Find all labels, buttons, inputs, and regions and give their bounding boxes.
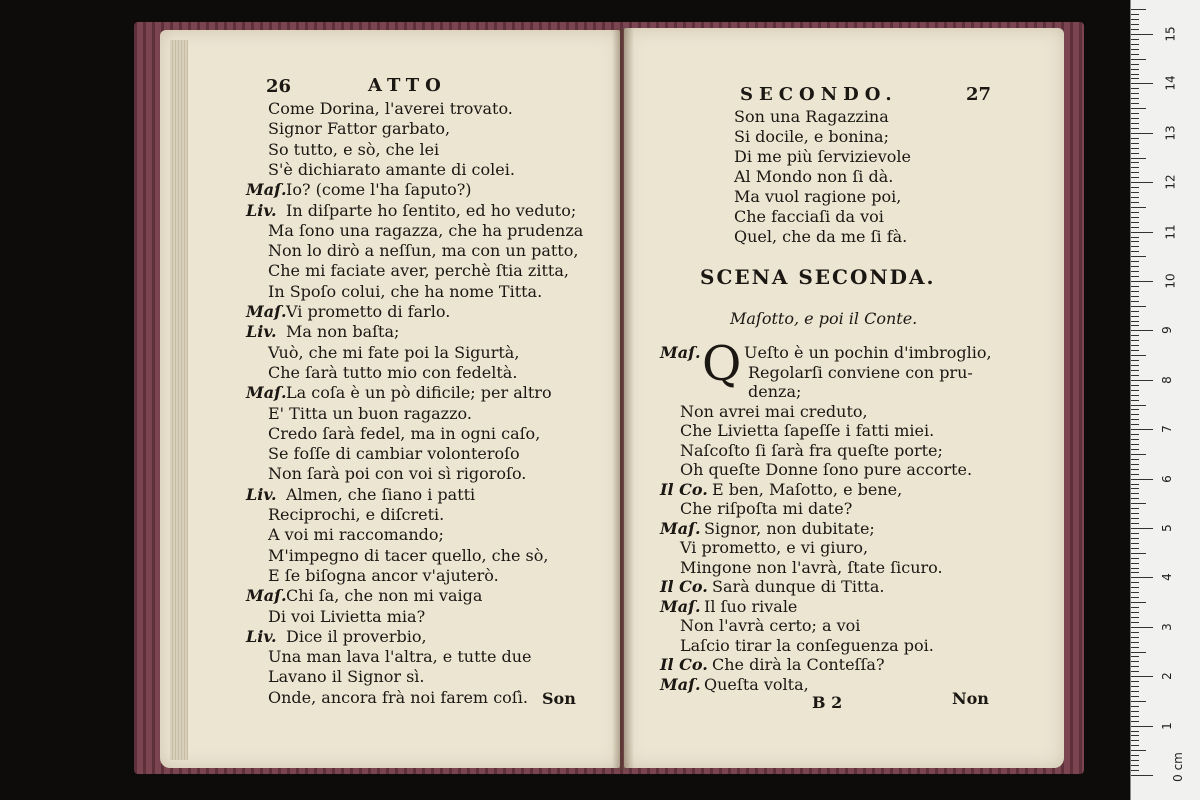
- ruler-tick: [1131, 647, 1139, 648]
- ruler-tick: [1131, 29, 1139, 30]
- ruler-tick: [1131, 222, 1139, 223]
- ruler-tick: [1131, 330, 1153, 331]
- ruler-tick: [1131, 726, 1153, 727]
- text-line: Vi prometto di farlo.: [286, 302, 451, 321]
- ruler-tick: [1131, 241, 1139, 242]
- verse-line: Ma vuol ragione poi,: [734, 187, 902, 206]
- ruler-tick: [1131, 632, 1139, 633]
- ruler-tick: [1131, 162, 1139, 163]
- ruler-mark: 7: [1159, 425, 1174, 434]
- text-line: Di voi Livietta mia?: [268, 606, 426, 626]
- ruler-mark: 14: [1163, 75, 1178, 92]
- speaker-label: Maſ.: [660, 343, 701, 362]
- right-page-header: SECONDO.: [740, 84, 898, 105]
- text-line: A voi mi raccomando;: [268, 525, 444, 545]
- text-line: Signor Fattor garbato,: [268, 119, 451, 139]
- ruler-tick: [1131, 745, 1139, 746]
- ruler-tick: [1131, 113, 1139, 114]
- ruler-tick: [1131, 138, 1139, 139]
- speaker-label: Maſ.: [660, 596, 701, 616]
- ruler-tick: [1131, 429, 1153, 430]
- ruler-mark: 10: [1163, 273, 1178, 289]
- ruler-tick: [1131, 316, 1139, 317]
- ruler-tick: [1131, 123, 1139, 124]
- speaker-label: Liv.: [246, 200, 277, 220]
- speaker-label: Maſ.: [246, 383, 287, 403]
- ruler-tick: [1131, 553, 1146, 554]
- speaker-label: Il Co.: [660, 479, 708, 499]
- ruler-tick: [1131, 572, 1139, 573]
- verse-line: Son una Ragazzina: [734, 107, 889, 126]
- ruler-tick: [1131, 454, 1146, 455]
- text-line: Naſcoſto ſi ſarà fra queſte porte;: [680, 440, 943, 460]
- ruler-tick: [1131, 479, 1153, 480]
- text-line: Reciprochi, e diſcreti.: [268, 505, 445, 524]
- left-page-header: ATTO: [368, 75, 447, 96]
- ruler-tick: [1131, 405, 1146, 406]
- ruler-tick: [1131, 597, 1139, 598]
- ruler-tick: [1131, 64, 1139, 65]
- right-page-number: 27: [966, 84, 992, 105]
- text-line: Credo ſarà fedel, ma in ogni caſo,: [268, 423, 541, 443]
- text-line: So tutto, e sò, che lei: [268, 139, 440, 159]
- text-line: denza;: [748, 382, 802, 401]
- ruler-tick: [1131, 385, 1139, 386]
- ruler-tick: [1131, 686, 1139, 687]
- book-gutter: [612, 28, 634, 770]
- text-line: Ma ſono una ragazza, che ha prudenza: [268, 220, 584, 240]
- ruler-mark: 2: [1159, 672, 1174, 681]
- ruler-tick: [1131, 291, 1139, 292]
- ruler-tick: [1131, 395, 1139, 396]
- ruler-tick: [1131, 503, 1146, 504]
- ruler-tick: [1131, 286, 1139, 287]
- ruler-tick: [1131, 187, 1139, 188]
- text-line: In Spoſo colui, che ha nome Titta.: [268, 281, 543, 301]
- ruler-tick: [1131, 335, 1139, 336]
- ruler-tick: [1131, 103, 1139, 104]
- ruler-tick: [1131, 661, 1139, 662]
- ruler-tick: [1131, 118, 1139, 119]
- ruler-tick: [1131, 414, 1139, 415]
- verse-line: Quel, che da me ſi fà.: [734, 227, 908, 246]
- ruler-tick: [1131, 49, 1139, 50]
- ruler-unit-label: 0 cm: [1170, 752, 1185, 782]
- ruler-tick: [1131, 656, 1139, 657]
- speaker-label: Maſ.: [246, 302, 287, 321]
- ruler-tick: [1131, 148, 1139, 149]
- ruler-tick: [1131, 34, 1153, 35]
- ruler-tick: [1131, 177, 1139, 178]
- ruler-tick: [1131, 488, 1139, 489]
- speaker-label: Maſ.: [246, 180, 287, 200]
- ruler-tick: [1131, 197, 1139, 198]
- verse-line: Si docile, e bonina;: [734, 127, 889, 146]
- ruler-tick: [1131, 266, 1139, 267]
- ruler-tick: [1131, 390, 1139, 391]
- ruler-tick: [1131, 592, 1139, 593]
- ruler-tick: [1131, 9, 1146, 10]
- drop-cap: Q: [702, 336, 742, 392]
- ruler-tick: [1131, 325, 1139, 326]
- ruler-tick: [1131, 424, 1139, 425]
- speaker-label: Liv.: [246, 322, 277, 342]
- ruler-tick: [1131, 469, 1139, 470]
- text-line: Che Livietta ſapeſſe i fatti miei.: [680, 421, 935, 440]
- text-line: Oh queſte Donne ſono pure accorte.: [680, 460, 973, 479]
- ruler-tick: [1131, 691, 1139, 692]
- ruler-mark: 1: [1159, 721, 1174, 730]
- ruler-tick: [1131, 153, 1139, 154]
- ruler-tick: [1131, 133, 1153, 134]
- text-line: Che dirà la Conteſſa?: [712, 655, 885, 674]
- ruler-tick: [1131, 528, 1153, 529]
- speaker-label: Maſ.: [660, 674, 701, 694]
- ruler-tick: [1131, 474, 1139, 475]
- ruler-tick: [1131, 607, 1139, 608]
- speaker-label: Maſ.: [660, 518, 701, 538]
- ruler-tick: [1131, 434, 1139, 435]
- ruler-tick: [1131, 167, 1139, 168]
- ruler-tick: [1131, 409, 1139, 410]
- ruler-tick: [1131, 345, 1139, 346]
- left-catchword: Son: [542, 689, 576, 708]
- text-line: S'è dichiarato amante di colei.: [268, 159, 515, 179]
- ruler-tick: [1131, 666, 1139, 667]
- ruler-tick: [1131, 577, 1153, 578]
- text-line: Almen, che ſiano i patti: [286, 484, 476, 504]
- text-line: Il ſuo rivale: [704, 596, 798, 616]
- speaker-label: Il Co.: [660, 655, 708, 674]
- ruler-tick: [1131, 558, 1139, 559]
- ruler-tick: [1131, 533, 1139, 534]
- text-line: Una man lava l'altra, e tutte due: [268, 647, 532, 667]
- ruler-tick: [1131, 207, 1146, 208]
- ruler-tick: [1131, 256, 1146, 257]
- ruler-tick: [1131, 39, 1139, 40]
- ruler-tick: [1131, 88, 1139, 89]
- ruler-tick: [1131, 276, 1139, 277]
- ruler-tick: [1131, 755, 1139, 756]
- ruler-tick: [1131, 627, 1153, 628]
- ruler-tick: [1131, 765, 1139, 766]
- ruler-tick: [1131, 770, 1139, 771]
- signature-mark: B 2: [812, 693, 843, 712]
- ruler-tick: [1131, 306, 1146, 307]
- text-line: Queſta volta,: [704, 674, 809, 694]
- ruler-tick: [1131, 59, 1146, 60]
- page-edges: [170, 40, 188, 760]
- ruler-tick: [1131, 14, 1139, 15]
- ruler-tick: [1131, 563, 1139, 564]
- ruler-tick: [1131, 380, 1153, 381]
- ruler-tick: [1131, 375, 1139, 376]
- ruler-tick: [1131, 671, 1139, 672]
- ruler-tick: [1131, 261, 1139, 262]
- ruler-tick: [1131, 365, 1139, 366]
- ruler-mark: 15: [1163, 26, 1178, 42]
- ruler-tick: [1131, 128, 1139, 129]
- ruler-tick: [1131, 612, 1139, 613]
- right-catchword: Non: [952, 689, 989, 708]
- ruler-tick: [1131, 98, 1139, 99]
- verse-line: Al Mondo non ſi dà.: [734, 167, 894, 186]
- scale-ruler: [1130, 0, 1200, 800]
- text-line: Dice il proverbio,: [286, 626, 427, 646]
- ruler-tick: [1131, 681, 1139, 682]
- text-line: Onde, ancora frà noi farem coſì.: [268, 687, 528, 707]
- ruler-tick: [1131, 74, 1139, 75]
- ruler-tick: [1131, 543, 1139, 544]
- ruler-tick: [1131, 622, 1139, 623]
- text-line: Non l'avrà certo; a voi: [680, 616, 861, 635]
- ruler-tick: [1131, 192, 1139, 193]
- ruler-tick: [1131, 775, 1153, 776]
- text-line: Che ſarà tutto mio con fedeltà.: [268, 362, 518, 382]
- ruler-tick: [1131, 459, 1139, 460]
- text-line: Non avrei mai creduto,: [680, 401, 868, 421]
- ruler-tick: [1131, 538, 1139, 539]
- ruler-tick: [1131, 498, 1139, 499]
- ruler-tick: [1131, 706, 1139, 707]
- ruler-mark: 4: [1159, 573, 1174, 582]
- ruler-tick: [1131, 721, 1139, 722]
- ruler-tick: [1131, 464, 1139, 465]
- text-line: E ſe biſogna ancor v'ajuterò.: [268, 565, 499, 585]
- text-line: Regolarſi conviene con pru-: [748, 362, 973, 382]
- ruler-mark: 3: [1159, 622, 1174, 631]
- text-line: E ben, Maſotto, e bene,: [712, 479, 903, 499]
- text-line: Signor, non dubitate;: [704, 518, 875, 538]
- ruler-tick: [1131, 232, 1153, 233]
- ruler-tick: [1131, 69, 1139, 70]
- verse-line: Di me più ſervizievole: [734, 147, 911, 166]
- ruler-tick: [1131, 281, 1153, 282]
- ruler-tick: [1131, 419, 1139, 420]
- text-line: Lavano il Signor sì.: [268, 667, 425, 687]
- ruler-tick: [1131, 143, 1139, 144]
- text-line: Sarà dunque di Titta.: [712, 577, 885, 596]
- ruler-tick: [1131, 508, 1139, 509]
- text-line: Mingone non l'avrà, ſtate ſicuro.: [680, 557, 943, 577]
- ruler-tick: [1131, 350, 1139, 351]
- ruler-tick: [1131, 711, 1139, 712]
- text-line: Che riſpoſta mi date?: [680, 499, 853, 518]
- ruler-tick: [1131, 760, 1139, 761]
- text-line: Chi ſa, che non mi vaiga: [286, 586, 483, 606]
- text-line: In diſparte ho ſentito, ed ho veduto;: [286, 200, 577, 220]
- text-line: Io? (come l'ha ſaputo?): [286, 180, 472, 200]
- text-line: Ueſto è un pochin d'imbroglio,: [744, 343, 992, 362]
- ruler-mark: 6: [1159, 474, 1174, 483]
- text-line: Se foſſe di cambiar volonteroſo: [268, 444, 520, 464]
- ruler-mark: 13: [1163, 125, 1178, 141]
- ruler-tick: [1131, 83, 1153, 84]
- ruler-tick: [1131, 518, 1139, 519]
- text-line: Vuò, che mi fate poi la Sigurtà,: [268, 342, 520, 362]
- ruler-tick: [1131, 493, 1139, 494]
- text-line: Che mi faciate aver, perchè ſtia zitta,: [268, 261, 569, 281]
- ruler-tick: [1131, 301, 1139, 302]
- ruler-tick: [1131, 237, 1139, 238]
- ruler-tick: [1131, 444, 1139, 445]
- ruler-tick: [1131, 360, 1139, 361]
- ruler-tick: [1131, 750, 1146, 751]
- ruler-mark: 12: [1163, 174, 1178, 190]
- text-line: Non ſarà poi con voi sì rigoroſo.: [268, 464, 527, 484]
- ruler-tick: [1131, 617, 1139, 618]
- ruler-tick: [1131, 24, 1139, 25]
- text-line: Vi prometto, e vi giuro,: [680, 538, 869, 557]
- ruler-tick: [1131, 158, 1146, 159]
- ruler-tick: [1131, 296, 1139, 297]
- ruler-tick: [1131, 568, 1139, 569]
- ruler-tick: [1131, 587, 1139, 588]
- ruler-tick: [1131, 217, 1139, 218]
- ruler-tick: [1131, 227, 1139, 228]
- speaker-label: Liv.: [246, 626, 277, 646]
- text-line: La coſa è un pò dificile; per altro: [286, 383, 552, 403]
- ruler-tick: [1131, 202, 1139, 203]
- ruler-tick: [1131, 182, 1153, 183]
- ruler-tick: [1131, 484, 1139, 485]
- speaker-label: Maſ.: [246, 586, 287, 606]
- ruler-tick: [1131, 108, 1146, 109]
- ruler-tick: [1131, 311, 1139, 312]
- ruler-tick: [1131, 355, 1146, 356]
- ruler-tick: [1131, 321, 1139, 322]
- ruler-tick: [1131, 602, 1146, 603]
- verse-line: Che facciaſi da voi: [734, 207, 884, 226]
- ruler-tick: [1131, 93, 1139, 94]
- scene-title: SCENA SECONDA.: [700, 265, 936, 289]
- speaker-label: Liv.: [246, 484, 277, 504]
- text-line: Non lo dirò a neſſun, ma con un patto,: [268, 241, 579, 261]
- ruler-tick: [1131, 439, 1139, 440]
- ruler-tick: [1131, 676, 1153, 677]
- ruler-tick: [1131, 54, 1139, 55]
- scene-subtitle: Maſotto, e poi il Conte.: [730, 309, 918, 328]
- ruler-tick: [1131, 78, 1139, 79]
- ruler-tick: [1131, 637, 1139, 638]
- ruler-tick: [1131, 44, 1139, 45]
- ruler-tick: [1131, 340, 1139, 341]
- ruler-mark: 11: [1163, 223, 1178, 240]
- left-page-number: 26: [266, 76, 292, 97]
- text-line: M'impegno di tacer quello, che sò,: [268, 545, 549, 565]
- ruler-tick: [1131, 523, 1139, 524]
- ruler-tick: [1131, 370, 1139, 371]
- ruler-tick: [1131, 696, 1139, 697]
- ruler-tick: [1131, 735, 1139, 736]
- text-line: Come Dorina, l'averei trovato.: [268, 99, 513, 118]
- ruler-tick: [1131, 701, 1146, 702]
- ruler-tick: [1131, 582, 1139, 583]
- ruler-tick: [1131, 449, 1139, 450]
- ruler-tick: [1131, 212, 1139, 213]
- ruler-tick: [1131, 716, 1139, 717]
- ruler-mark: 8: [1159, 375, 1174, 384]
- ruler-tick: [1131, 513, 1139, 514]
- ruler-tick: [1131, 271, 1139, 272]
- ruler-tick: [1131, 251, 1139, 252]
- ruler-tick: [1131, 642, 1139, 643]
- ruler-tick: [1131, 246, 1139, 247]
- speaker-label: Il Co.: [660, 577, 708, 596]
- ruler-mark: 5: [1159, 524, 1174, 532]
- text-line: Laſcio tirar la conſeguenza poi.: [680, 635, 934, 655]
- ruler-tick: [1131, 731, 1139, 732]
- ruler-tick: [1131, 172, 1139, 173]
- ruler-tick: [1131, 400, 1139, 401]
- ruler-tick: [1131, 740, 1139, 741]
- ruler-tick: [1131, 19, 1139, 20]
- text-line: E' Titta un buon ragazzo.: [268, 403, 472, 423]
- ruler-mark: 9: [1159, 326, 1174, 335]
- text-line: Ma non baſta;: [286, 322, 400, 342]
- ruler-tick: [1131, 548, 1139, 549]
- ruler-tick: [1131, 652, 1146, 653]
